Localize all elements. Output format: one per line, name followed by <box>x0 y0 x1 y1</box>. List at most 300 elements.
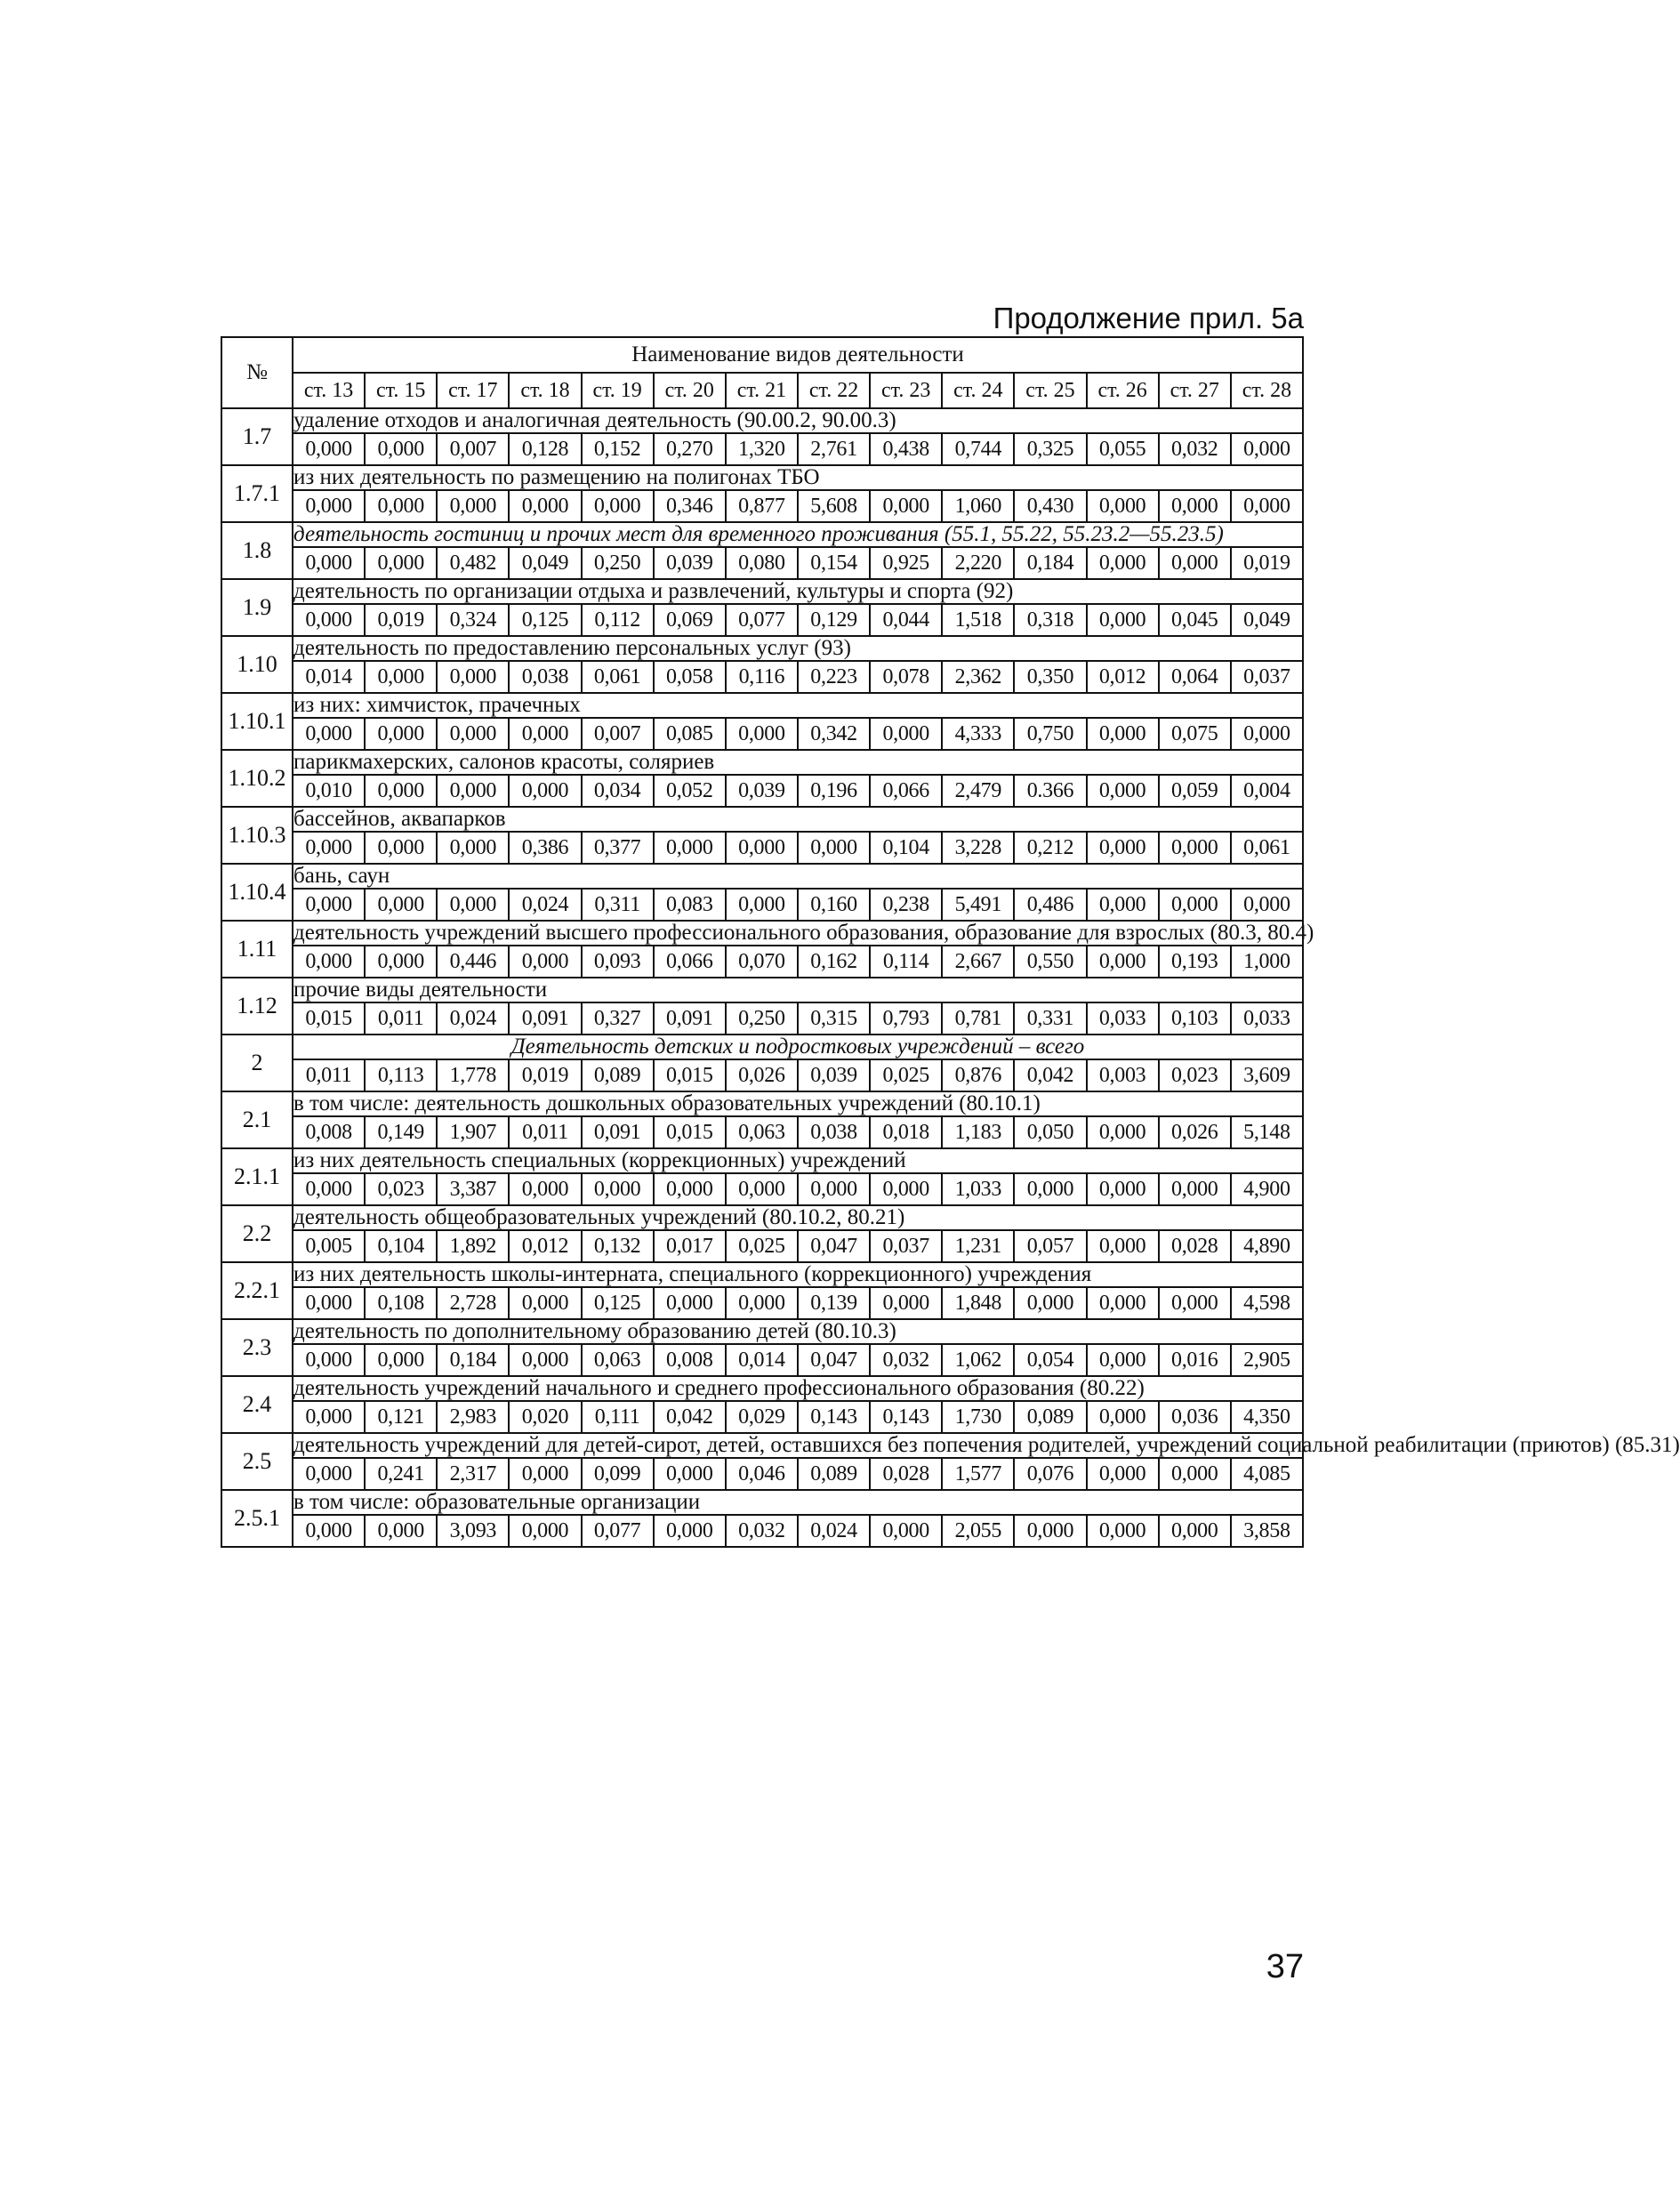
value-cell: 0,000 <box>365 718 437 750</box>
value-cell: 0,482 <box>437 547 509 579</box>
value-cell: 0,311 <box>582 889 654 921</box>
value-cell: 0,085 <box>654 718 726 750</box>
table-row <box>221 1205 1303 1230</box>
value-cell: 0,026 <box>1159 1116 1231 1148</box>
value-cell: 0,070 <box>726 946 798 978</box>
value-cell: 0,346 <box>654 490 726 522</box>
value-cell: 0,000 <box>1159 1287 1231 1319</box>
value-cell: 0,000 <box>509 946 581 978</box>
value-cell: 0,000 <box>293 490 365 522</box>
value-cell: 0,000 <box>1014 1173 1086 1205</box>
value-cell: 0,000 <box>654 1173 726 1205</box>
row-number: 2 <box>221 1035 293 1091</box>
value-cell: 0,000 <box>509 490 581 522</box>
value-cell: 0,000 <box>293 1401 365 1433</box>
value-cell: 2,220 <box>942 547 1014 579</box>
value-cell: 1,730 <box>942 1401 1014 1433</box>
value-cell: 0,114 <box>870 946 942 978</box>
value-cell: 5,491 <box>942 889 1014 921</box>
activity-description: бань, саун <box>293 864 1303 889</box>
value-cell: 0,011 <box>293 1059 365 1091</box>
value-cell: 5,608 <box>798 490 870 522</box>
row-number: 1.10 <box>221 636 293 693</box>
value-cell: 0,047 <box>798 1344 870 1376</box>
value-cell: 0,000 <box>726 889 798 921</box>
value-cell: 3,858 <box>1231 1515 1303 1547</box>
table-row-values <box>221 1515 1303 1547</box>
value-cell: 0,000 <box>509 1458 581 1490</box>
value-cell: 0,033 <box>1087 1002 1159 1035</box>
value-cell: 0,103 <box>1159 1002 1231 1035</box>
value-cell: 0,000 <box>1159 832 1231 864</box>
table-row <box>221 921 1303 946</box>
value-cell: 2,983 <box>437 1401 509 1433</box>
value-cell: 0,054 <box>1014 1344 1086 1376</box>
value-cell: 0,000 <box>1159 1173 1231 1205</box>
value-cell: 0,000 <box>654 1287 726 1319</box>
value-cell: 0,152 <box>582 433 654 465</box>
value-cell: 0,744 <box>942 433 1014 465</box>
value-cell: 0,184 <box>1014 547 1086 579</box>
value-cell: 0,113 <box>365 1059 437 1091</box>
value-cell: 0,023 <box>1159 1059 1231 1091</box>
value-cell: 1,060 <box>942 490 1014 522</box>
table-row <box>221 579 1303 604</box>
row-number: 1.7 <box>221 408 293 465</box>
value-cell: 0,091 <box>582 1116 654 1148</box>
value-cell: 0,000 <box>293 946 365 978</box>
value-cell: 0,064 <box>1159 661 1231 693</box>
value-cell: 0,000 <box>293 832 365 864</box>
activity-description: из них деятельность специальных (коррекционных) учреждений <box>293 1148 1303 1173</box>
value-cell: 0,000 <box>1087 547 1159 579</box>
table-row <box>221 864 1303 889</box>
value-cell: 0,000 <box>1159 490 1231 522</box>
value-cell: 0,000 <box>1087 604 1159 636</box>
table-row <box>221 408 1303 433</box>
value-cell: 0,000 <box>293 889 365 921</box>
table-row-values <box>221 775 1303 807</box>
value-cell: 0,000 <box>509 1515 581 1547</box>
activity-description: из них деятельность по размещению на полигонах ТБО <box>293 465 1303 490</box>
value-cell: 0,039 <box>654 547 726 579</box>
column-header: ст. 13 <box>293 373 365 408</box>
table-row-values <box>221 1344 1303 1376</box>
value-cell: 0,011 <box>509 1116 581 1148</box>
value-cell: 0,000 <box>365 889 437 921</box>
value-cell: 0,000 <box>654 832 726 864</box>
value-cell: 0,000 <box>1087 775 1159 807</box>
value-cell: 0,042 <box>654 1401 726 1433</box>
value-cell: 0,015 <box>654 1116 726 1148</box>
value-cell: 0,104 <box>365 1230 437 1262</box>
table-row <box>221 465 1303 490</box>
column-header: ст. 17 <box>437 373 509 408</box>
table-row-values <box>221 604 1303 636</box>
value-cell: 0,000 <box>798 832 870 864</box>
value-cell: 0,023 <box>365 1173 437 1205</box>
value-cell: 0,012 <box>1087 661 1159 693</box>
table-row-values <box>221 547 1303 579</box>
row-number: 1.10.2 <box>221 750 293 807</box>
value-cell: 0,039 <box>798 1059 870 1091</box>
value-cell: 2,667 <box>942 946 1014 978</box>
value-cell: 4,350 <box>1231 1401 1303 1433</box>
value-cell: 0,034 <box>582 775 654 807</box>
table-row <box>221 1091 1303 1116</box>
table-row <box>221 1433 1303 1458</box>
row-number: 1.12 <box>221 978 293 1035</box>
value-cell: 0,325 <box>1014 433 1086 465</box>
value-cell: 0,036 <box>1159 1401 1231 1433</box>
value-cell: 0,238 <box>870 889 942 921</box>
row-number: 1.9 <box>221 579 293 636</box>
value-cell: 0,037 <box>1231 661 1303 693</box>
value-cell: 0,184 <box>437 1344 509 1376</box>
value-cell: 0,061 <box>582 661 654 693</box>
value-cell: 0,781 <box>942 1002 1014 1035</box>
number-column-header: № <box>221 337 293 408</box>
value-cell: 0,000 <box>509 1344 581 1376</box>
value-cell: 4,598 <box>1231 1287 1303 1319</box>
value-cell: 0,089 <box>798 1458 870 1490</box>
column-headers <box>221 373 1303 408</box>
value-cell: 0,000 <box>1159 547 1231 579</box>
value-cell: 0,000 <box>726 1287 798 1319</box>
value-cell: 0,000 <box>1231 490 1303 522</box>
value-cell: 3,387 <box>437 1173 509 1205</box>
row-number: 1.10.1 <box>221 693 293 750</box>
activity-description: Деятельность детских и подростковых учреждений – всего <box>293 1035 1303 1059</box>
value-cell: 1,778 <box>437 1059 509 1091</box>
row-number: 2.4 <box>221 1376 293 1433</box>
value-cell: 0,089 <box>582 1059 654 1091</box>
value-cell: 0,019 <box>509 1059 581 1091</box>
value-cell: 0,143 <box>798 1401 870 1433</box>
value-cell: 0,000 <box>365 547 437 579</box>
value-cell: 0,128 <box>509 433 581 465</box>
value-cell: 0,212 <box>1014 832 1086 864</box>
value-cell: 0,083 <box>654 889 726 921</box>
value-cell: 0,080 <box>726 547 798 579</box>
column-header: ст. 28 <box>1231 373 1303 408</box>
value-cell: 0,000 <box>509 718 581 750</box>
value-cell: 0,045 <box>1159 604 1231 636</box>
row-number: 1.7.1 <box>221 465 293 522</box>
value-cell: 0,000 <box>509 775 581 807</box>
value-cell: 0,793 <box>870 1002 942 1035</box>
row-number: 2.5.1 <box>221 1490 293 1547</box>
value-cell: 0,000 <box>1159 1458 1231 1490</box>
value-cell: 0,550 <box>1014 946 1086 978</box>
value-cell: 0,000 <box>365 490 437 522</box>
value-cell: 2,728 <box>437 1287 509 1319</box>
value-cell: 0,011 <box>365 1002 437 1035</box>
value-cell: 0,112 <box>582 604 654 636</box>
value-cell: 1,892 <box>437 1230 509 1262</box>
row-number: 1.10.3 <box>221 807 293 864</box>
value-cell: 0,000 <box>293 1344 365 1376</box>
value-cell: 0,024 <box>437 1002 509 1035</box>
value-cell: 0,000 <box>293 1173 365 1205</box>
value-cell: 0,033 <box>1231 1002 1303 1035</box>
value-cell: 0.366 <box>1014 775 1086 807</box>
column-header: ст. 25 <box>1014 373 1086 408</box>
activity-description: деятельность учреждений начального и среднего профессионального образования (80.22) <box>293 1376 1303 1401</box>
value-cell: 2,055 <box>942 1515 1014 1547</box>
activity-description: из них: химчисток, прачечных <box>293 693 1303 718</box>
table-row <box>221 1376 1303 1401</box>
value-cell: 0,446 <box>437 946 509 978</box>
value-cell: 0,089 <box>1014 1401 1086 1433</box>
value-cell: 0,250 <box>582 547 654 579</box>
value-cell: 0,000 <box>365 1515 437 1547</box>
value-cell: 1,231 <box>942 1230 1014 1262</box>
value-cell: 0,000 <box>870 1173 942 1205</box>
activity-description: из них деятельность школы-интерната, специального (коррекционного) учреждения <box>293 1262 1303 1287</box>
value-cell: 0,160 <box>798 889 870 921</box>
value-cell: 0,019 <box>365 604 437 636</box>
value-cell: 1,183 <box>942 1116 1014 1148</box>
value-cell: 0,000 <box>1087 490 1159 522</box>
value-cell: 0,038 <box>798 1116 870 1148</box>
column-header: ст. 23 <box>870 373 942 408</box>
value-cell: 0,000 <box>1087 832 1159 864</box>
value-cell: 0,018 <box>870 1116 942 1148</box>
value-cell: 0,000 <box>293 1287 365 1319</box>
value-cell: 0,063 <box>726 1116 798 1148</box>
table-row <box>221 750 1303 775</box>
value-cell: 0,020 <box>509 1401 581 1433</box>
activity-description: деятельность учреждений для детей-сирот, детей, оставшихся без попечения родителей, учреждений социальной реабилитации (приютов) (85.31) <box>293 1433 1680 1457</box>
value-cell: 0,075 <box>1159 718 1231 750</box>
value-cell: 0,008 <box>293 1116 365 1148</box>
column-header: ст. 21 <box>726 373 798 408</box>
value-cell: 0,196 <box>798 775 870 807</box>
activity-description: удаление отходов и аналогичная деятельность (90.00.2, 90.00.3) <box>293 408 1303 433</box>
activity-description: деятельность по дополнительному образованию детей (80.10.3) <box>293 1319 1303 1344</box>
value-cell: 0,377 <box>582 832 654 864</box>
table-row <box>221 522 1303 547</box>
table-row-values <box>221 1458 1303 1490</box>
value-cell: 0,000 <box>293 1458 365 1490</box>
value-cell: 0,052 <box>654 775 726 807</box>
value-cell: 0,350 <box>1014 661 1086 693</box>
value-cell: 0,024 <box>798 1515 870 1547</box>
table-row <box>221 1490 1303 1515</box>
value-cell: 0,000 <box>870 1515 942 1547</box>
value-cell: 3,228 <box>942 832 1014 864</box>
value-cell: 0,000 <box>1087 946 1159 978</box>
value-cell: 0,327 <box>582 1002 654 1035</box>
value-cell: 0,063 <box>582 1344 654 1376</box>
value-cell: 0,007 <box>437 433 509 465</box>
activity-description: прочие виды деятельности <box>293 978 1303 1002</box>
value-cell: 0,223 <box>798 661 870 693</box>
value-cell: 2,761 <box>798 433 870 465</box>
value-cell: 0,000 <box>437 718 509 750</box>
value-cell: 0,925 <box>870 547 942 579</box>
value-cell: 0,430 <box>1014 490 1086 522</box>
value-cell: 0,129 <box>798 604 870 636</box>
table-row-values <box>221 1059 1303 1091</box>
value-cell: 0,000 <box>365 832 437 864</box>
value-cell: 0,042 <box>1014 1059 1086 1091</box>
table-row <box>221 636 1303 661</box>
value-cell: 0,091 <box>509 1002 581 1035</box>
value-cell: 5,148 <box>1231 1116 1303 1148</box>
value-cell: 0,015 <box>293 1002 365 1035</box>
value-cell: 0,116 <box>726 661 798 693</box>
value-cell: 0,057 <box>1014 1230 1086 1262</box>
activity-description: в том числе: образовательные организации <box>293 1490 1303 1515</box>
activity-description: деятельность по предоставлению персональных услуг (93) <box>293 636 1303 661</box>
value-cell: 0,047 <box>798 1230 870 1262</box>
value-cell: 0,000 <box>726 1173 798 1205</box>
value-cell: 0,877 <box>726 490 798 522</box>
table-row-values <box>221 1401 1303 1433</box>
value-cell: 0,000 <box>1087 1173 1159 1205</box>
table-row-values <box>221 1002 1303 1035</box>
value-cell: 0,000 <box>1087 1230 1159 1262</box>
value-cell: 0,076 <box>1014 1458 1086 1490</box>
value-cell: 0,000 <box>437 889 509 921</box>
value-cell: 0,026 <box>726 1059 798 1091</box>
value-cell: 0,000 <box>1087 1344 1159 1376</box>
value-cell: 1,320 <box>726 433 798 465</box>
value-cell: 0,104 <box>870 832 942 864</box>
value-cell: 0,000 <box>1159 1515 1231 1547</box>
value-cell: 0,000 <box>437 490 509 522</box>
value-cell: 4,900 <box>1231 1173 1303 1205</box>
value-cell: 0,003 <box>1087 1059 1159 1091</box>
value-cell: 0,093 <box>582 946 654 978</box>
value-cell: 2,905 <box>1231 1344 1303 1376</box>
value-cell: 0,132 <box>582 1230 654 1262</box>
value-cell: 0,250 <box>726 1002 798 1035</box>
column-header: ст. 18 <box>509 373 581 408</box>
value-cell: 1,907 <box>437 1116 509 1148</box>
value-cell: 0,143 <box>870 1401 942 1433</box>
value-cell: 0,000 <box>293 604 365 636</box>
value-cell: 0,000 <box>1087 889 1159 921</box>
table-row-values <box>221 433 1303 465</box>
value-cell: 0,000 <box>365 661 437 693</box>
value-cell: 0,032 <box>870 1344 942 1376</box>
value-cell: 0,000 <box>437 661 509 693</box>
value-cell: 0,000 <box>1014 1287 1086 1319</box>
value-cell: 1,518 <box>942 604 1014 636</box>
value-cell: 1,062 <box>942 1344 1014 1376</box>
value-cell: 1,577 <box>942 1458 1014 1490</box>
value-cell: 0,029 <box>726 1401 798 1433</box>
value-cell: 0,154 <box>798 547 870 579</box>
value-cell: 1,033 <box>942 1173 1014 1205</box>
value-cell: 0,077 <box>726 604 798 636</box>
value-cell: 2,317 <box>437 1458 509 1490</box>
table-row-values <box>221 1287 1303 1319</box>
value-cell: 0,270 <box>654 433 726 465</box>
row-number: 2.1 <box>221 1091 293 1148</box>
value-cell: 4,085 <box>1231 1458 1303 1490</box>
value-cell: 0,014 <box>726 1344 798 1376</box>
value-cell: 0,241 <box>365 1458 437 1490</box>
value-cell: 0,315 <box>798 1002 870 1035</box>
value-cell: 0,000 <box>365 1344 437 1376</box>
value-cell: 0,061 <box>1231 832 1303 864</box>
value-cell: 0,019 <box>1231 547 1303 579</box>
column-header: ст. 15 <box>365 373 437 408</box>
row-number: 1.8 <box>221 522 293 579</box>
table-row-values <box>221 1173 1303 1205</box>
value-cell: 0,125 <box>582 1287 654 1319</box>
value-cell: 0,066 <box>654 946 726 978</box>
table-row-values <box>221 832 1303 864</box>
value-cell: 4,333 <box>942 718 1014 750</box>
value-cell: 0,000 <box>1087 1401 1159 1433</box>
value-cell: 0,032 <box>1159 433 1231 465</box>
table-row-values <box>221 1230 1303 1262</box>
continuation-caption: Продолжение прил. 5а <box>993 302 1304 334</box>
table-row <box>221 978 1303 1002</box>
value-cell: 0,342 <box>798 718 870 750</box>
value-cell: 0,014 <box>293 661 365 693</box>
value-cell: 0,000 <box>509 1287 581 1319</box>
column-header: ст. 20 <box>654 373 726 408</box>
table-row-values <box>221 661 1303 693</box>
value-cell: 0,038 <box>509 661 581 693</box>
value-cell: 0,108 <box>365 1287 437 1319</box>
value-cell: 0,000 <box>726 832 798 864</box>
value-cell: 0,015 <box>654 1059 726 1091</box>
value-cell: 0,037 <box>870 1230 942 1262</box>
table-row <box>221 1319 1303 1344</box>
row-number: 2.5 <box>221 1433 293 1490</box>
value-cell: 0,005 <box>293 1230 365 1262</box>
value-cell: 0,028 <box>870 1458 942 1490</box>
value-cell: 0,000 <box>582 1173 654 1205</box>
value-cell: 0,000 <box>1087 1116 1159 1148</box>
value-cell: 0,000 <box>1087 1515 1159 1547</box>
value-cell: 3,609 <box>1231 1059 1303 1091</box>
activity-description: деятельность общеобразовательных учреждений (80.10.2, 80.21) <box>293 1205 1303 1230</box>
value-cell: 0,050 <box>1014 1116 1086 1148</box>
table-row-values <box>221 1116 1303 1148</box>
row-number: 2.2.1 <box>221 1262 293 1319</box>
activity-description: парикмахерских, салонов красоты, соляриев <box>293 750 1303 775</box>
page-number: 37 <box>1266 1948 1304 1985</box>
column-header: ст. 22 <box>798 373 870 408</box>
value-cell: 0,078 <box>870 661 942 693</box>
value-cell: 0,000 <box>365 775 437 807</box>
value-cell: 0,193 <box>1159 946 1231 978</box>
value-cell: 0,000 <box>437 775 509 807</box>
row-number: 2.1.1 <box>221 1148 293 1205</box>
value-cell: 0,046 <box>726 1458 798 1490</box>
table-row-values <box>221 946 1303 978</box>
coefficients-table <box>221 336 1680 1548</box>
value-cell: 0,000 <box>293 1515 365 1547</box>
value-cell: 0,000 <box>870 1287 942 1319</box>
value-cell: 0,008 <box>654 1344 726 1376</box>
value-cell: 0,876 <box>942 1059 1014 1091</box>
table-row <box>221 1148 1303 1173</box>
value-cell: 0,091 <box>654 1002 726 1035</box>
value-cell: 0,000 <box>798 1173 870 1205</box>
value-cell: 0,039 <box>726 775 798 807</box>
activity-description: в том числе: деятельность дошкольных образовательных учреждений (80.10.1) <box>293 1091 1303 1116</box>
value-cell: 0,058 <box>654 661 726 693</box>
